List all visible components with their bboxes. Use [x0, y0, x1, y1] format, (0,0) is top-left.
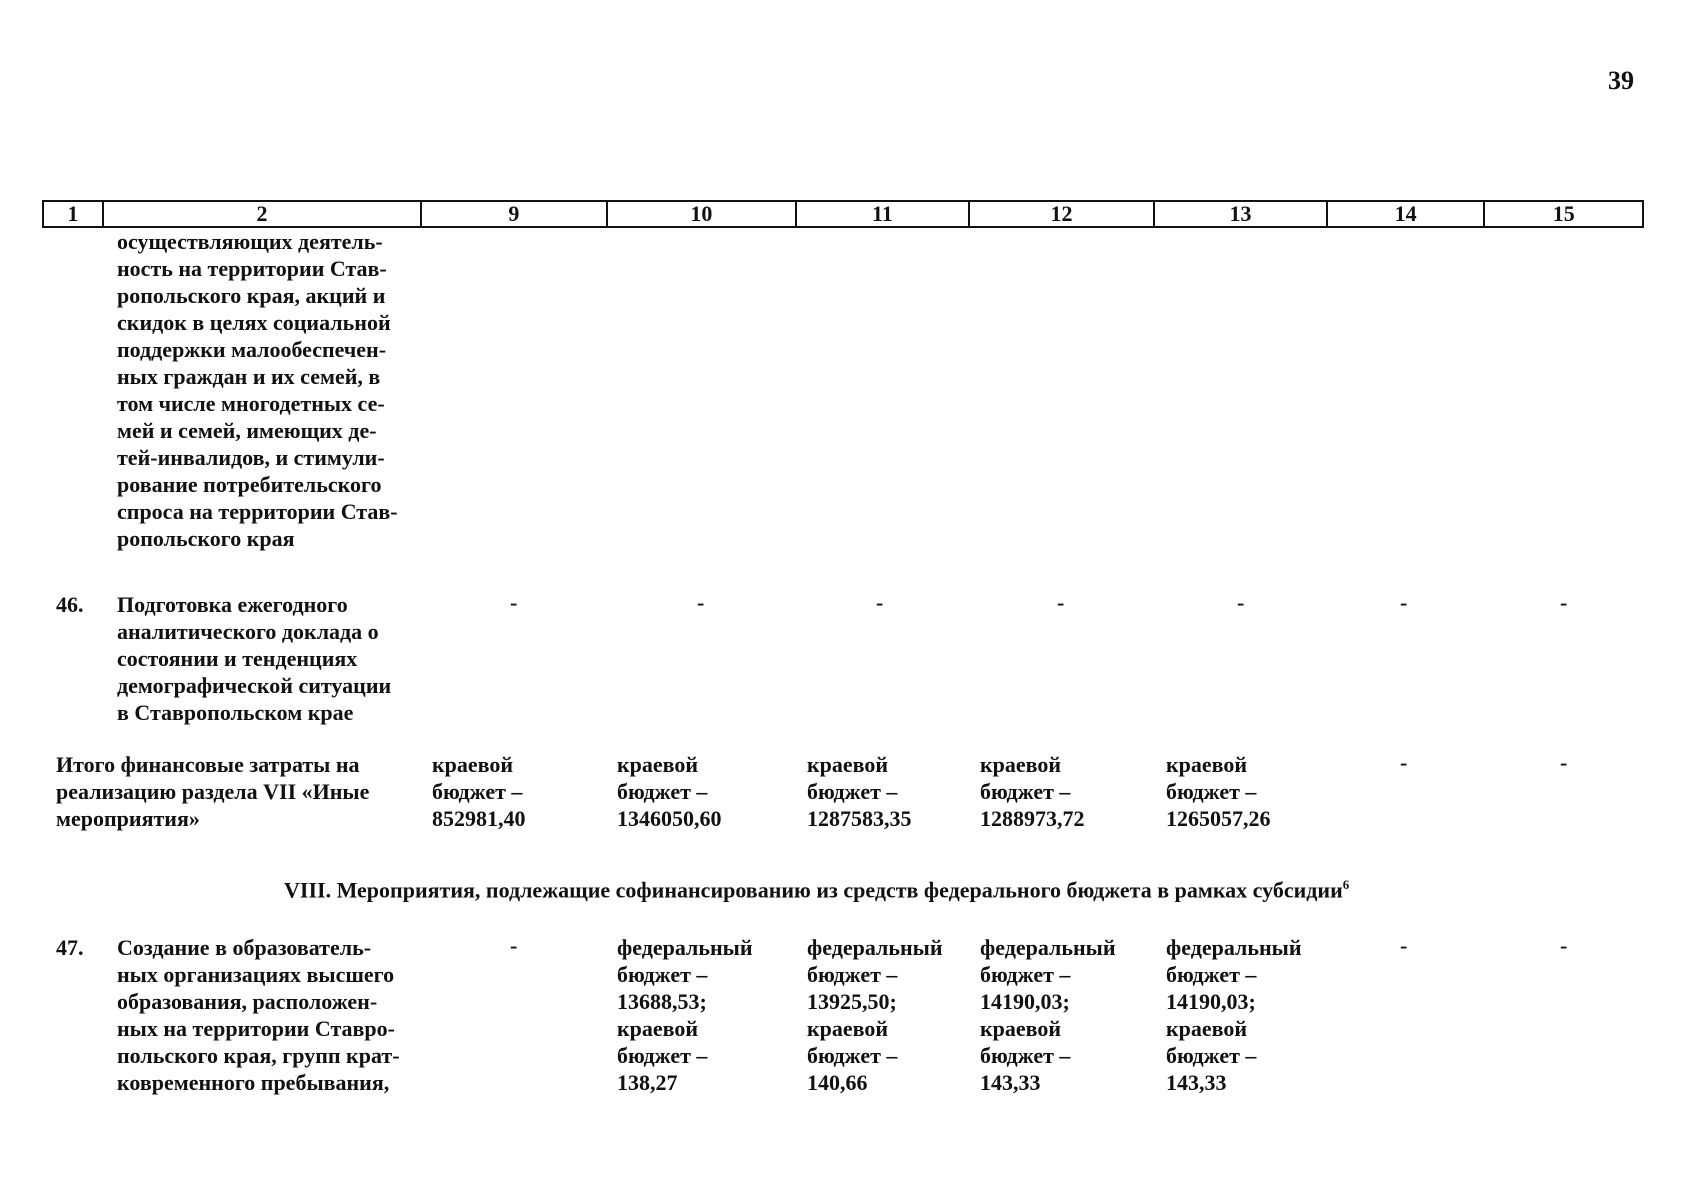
header-col-10: 10	[608, 202, 798, 226]
row-46-col-11: -	[876, 590, 884, 615]
row-46-col-9: -	[510, 590, 518, 615]
total-col-15: -	[1560, 750, 1568, 775]
row-46-description: Подготовка ежегодного аналитического доклада о состоянии и тенденциях демографической ситуации в Ставропольском крае	[117, 592, 392, 725]
continuation-text: осуществляющих деятель- ность на территории Став- ропольского края, акций и скидок в целях социальной поддержки малообеспечен- ных граждан и их семей, в том числе многодетных се- мей и семей, имеющих де- тей-инвалидов, и стимули- рование потребительского спроса на территории Став- ропольского края	[117, 229, 398, 551]
row-46-col-14: -	[1400, 590, 1408, 615]
row-46-col-13: -	[1237, 590, 1245, 615]
section-title-text: VIII. Мероприятия, подлежащие софинансированию из средств федерального бюджета в рамках субсидии	[284, 877, 1343, 903]
row-47-number: 47.	[56, 935, 84, 960]
total-col-13: краевой бюджет – 1265057,26	[1166, 752, 1271, 831]
table-header-row	[42, 200, 1644, 228]
page-number: 39	[1608, 66, 1634, 95]
section-title	[284, 877, 1349, 903]
header-col-14: 14	[1328, 202, 1486, 226]
row-46-col-12: -	[1057, 590, 1065, 615]
total-label: Итого финансовые затраты на реализацию раздела VII «Иные мероприятия»	[56, 752, 370, 831]
header-col-1: 1	[44, 202, 104, 226]
row-46-col-15: -	[1560, 590, 1568, 615]
row-47-col-14: -	[1400, 933, 1408, 958]
row-47-col-15: -	[1560, 933, 1568, 958]
header-col-11: 11	[797, 202, 970, 226]
total-col-10: краевой бюджет – 1346050,60	[617, 752, 722, 831]
total-col-9: краевой бюджет – 852981,40	[432, 752, 526, 831]
header-col-2: 2	[104, 202, 422, 226]
row-46-col-10: -	[697, 590, 705, 615]
header-col-15: 15	[1552, 201, 1575, 226]
row-47-col-13: федеральный бюджет – 14190,03; краевой бюджет – 143,33	[1166, 935, 1302, 1095]
header-col-13: 13	[1155, 202, 1328, 226]
row-47-col-12: федеральный бюджет – 14190,03; краевой бюджет – 143,33	[980, 935, 1116, 1095]
header-col-9: 9	[422, 202, 608, 226]
row-47-col-10: федеральный бюджет – 13688,53; краевой бюджет – 138,27	[617, 935, 753, 1095]
row-47-col-11: федеральный бюджет – 13925,50; краевой бюджет – 140,66	[807, 935, 943, 1095]
total-col-14: -	[1400, 750, 1408, 775]
section-footnote-mark: 6	[1342, 877, 1350, 892]
header-col-12: 12	[970, 202, 1156, 226]
total-col-11: краевой бюджет – 1287583,35	[807, 752, 912, 831]
row-46-number: 46.	[56, 592, 84, 617]
row-47-col-9: -	[510, 933, 518, 958]
row-47-description: Создание в образователь- ных организациях высшего образования, расположен- ных на территории Ставро- польского края, групп крат- ковременного пребывания,	[117, 935, 400, 1095]
total-col-12: краевой бюджет – 1288973,72	[980, 752, 1085, 831]
